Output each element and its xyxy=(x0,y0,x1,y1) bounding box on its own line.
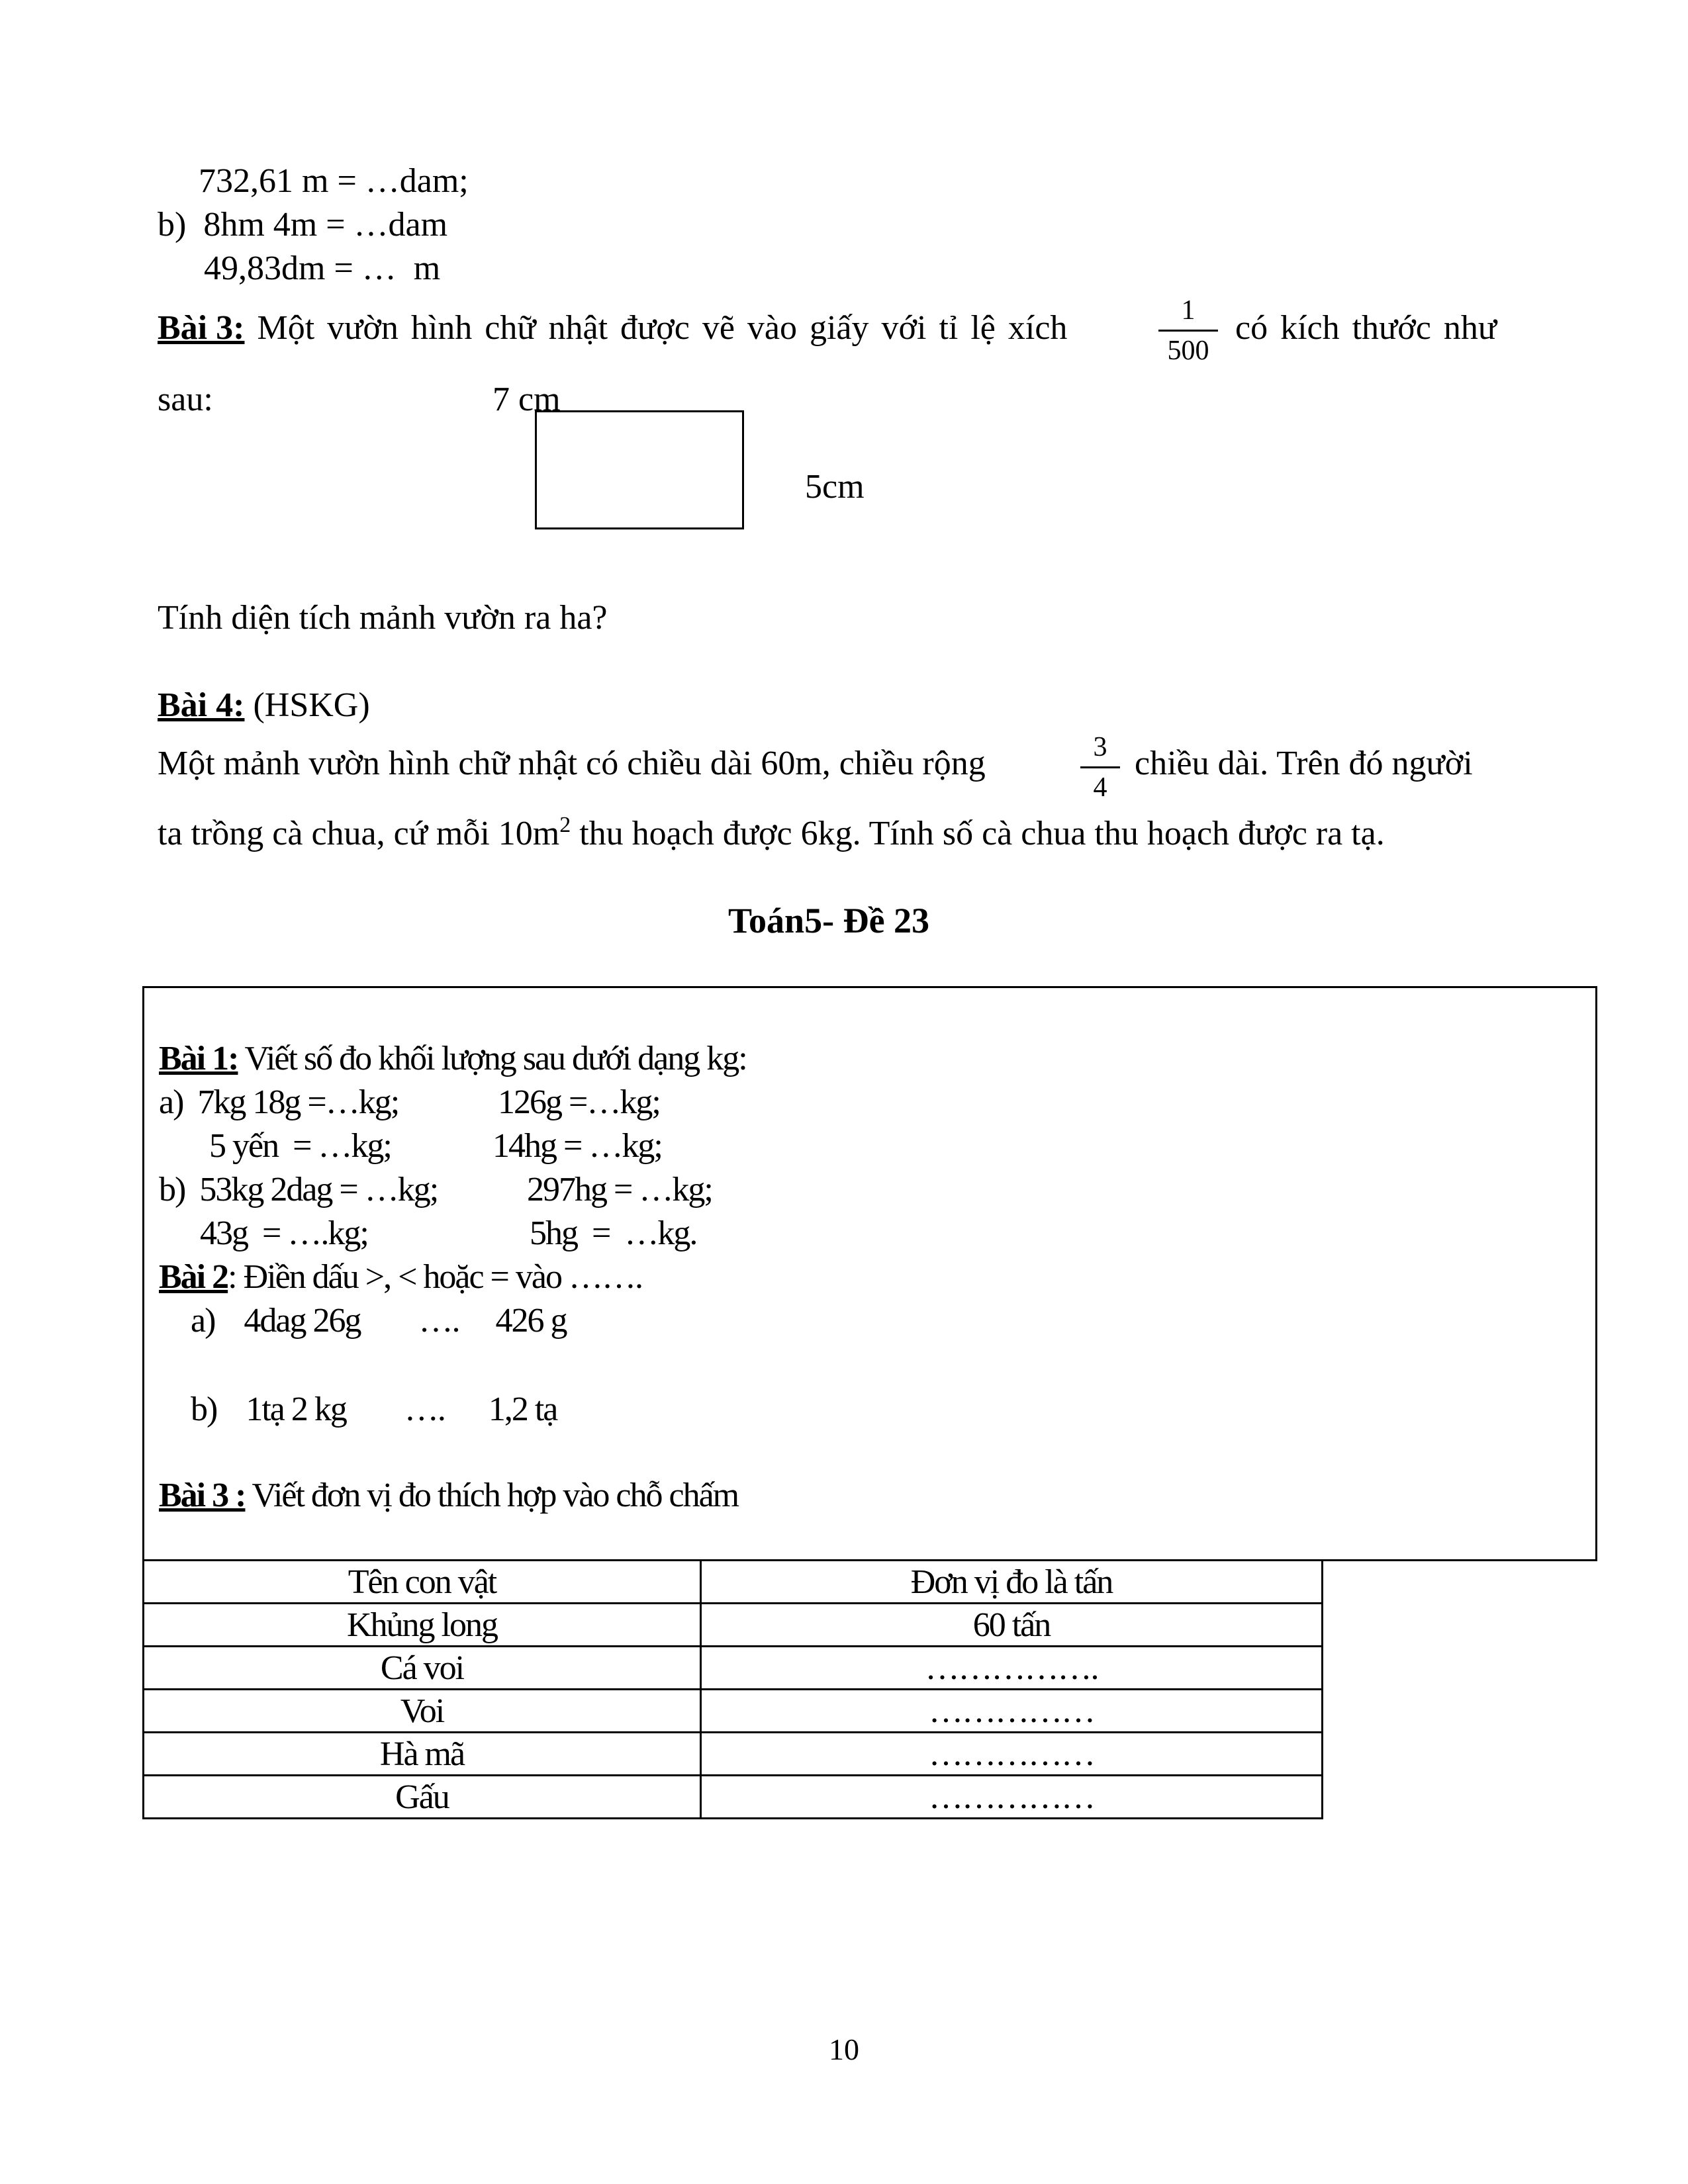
width-fraction-numerator: 3 xyxy=(1093,732,1107,762)
animal-weight-table xyxy=(142,1559,1323,1819)
garden-width-label: 7 cm xyxy=(492,381,561,418)
table-row xyxy=(144,1733,1323,1776)
conversion-line-2: b) 8hm 4m = …dam xyxy=(158,206,448,244)
conversion-line-3: 49,83dm = … m xyxy=(204,250,441,287)
bai3-prev-label: Bài 3: xyxy=(158,309,245,347)
bai4-prev-line2-before: ta trồng cà chua, cứ mỗi 10m xyxy=(158,815,560,852)
table-cell-weight: …………… xyxy=(701,1733,1323,1776)
bai1-row4-a: 43g = ….kg; xyxy=(200,1214,368,1252)
bai3-prev-text-after: có kích thước như xyxy=(1235,309,1497,347)
table-header-cell: Đơn vị đo là tấn xyxy=(701,1561,1323,1604)
bai1-row3-b: 297hg = …kg; xyxy=(527,1171,712,1208)
table-cell-animal: Voi xyxy=(144,1690,701,1733)
fraction-bar xyxy=(1158,330,1218,332)
table-cell-weight: …………… xyxy=(701,1776,1323,1819)
bai4-prev-title xyxy=(158,688,370,723)
bai1-row1-b: 126g =…kg; xyxy=(498,1083,660,1121)
table-cell-weight: ……………. xyxy=(701,1647,1323,1690)
bai3-text: Viết đơn vị đo thích hợp vào chỗ chấm xyxy=(245,1477,739,1514)
scale-fraction-numerator: 1 xyxy=(1181,295,1196,326)
bai2-part-b: b) 1tạ 2 kg …. 1,2 tạ xyxy=(191,1390,557,1428)
bai3-prev-line xyxy=(158,311,1067,345)
table-cell-weight: 60 tấn xyxy=(701,1604,1323,1647)
bai2-part-a: a) 4dag 26g …. 426 g xyxy=(191,1302,567,1340)
page-number: 10 xyxy=(829,2032,859,2066)
table-cell-animal: Cá voi xyxy=(144,1647,701,1690)
bai2-text: : Điền dấu >, < hoặc = vào ……. xyxy=(228,1258,642,1296)
bai1-row2-b: 14hg = …kg; xyxy=(492,1127,662,1165)
table-header-cell: Tên con vật xyxy=(144,1561,701,1604)
width-fraction-denominator: 4 xyxy=(1093,772,1107,803)
table-cell-animal: Hà mã xyxy=(144,1733,701,1776)
scale-fraction-denominator: 500 xyxy=(1167,336,1209,366)
garden-height-label: 5cm xyxy=(805,468,865,506)
fraction-bar xyxy=(1080,766,1120,768)
bai1-row4-b: 5hg = …kg. xyxy=(530,1214,697,1252)
bai4-prev-label: Bài 4: xyxy=(158,686,245,724)
table-row xyxy=(144,1690,1323,1733)
bai1-row3-a: b) 53kg 2dag = …kg; xyxy=(159,1171,438,1208)
bai4-prev-line1-after: chiều dài. Trên đó người xyxy=(1135,745,1473,782)
bai1-row2-a: 5 yến = …kg; xyxy=(209,1127,391,1165)
scale-fraction xyxy=(1158,296,1218,365)
table-cell-weight: …………… xyxy=(701,1690,1323,1733)
bai3-prev-sau: sau: xyxy=(158,381,213,418)
table-cell-animal: Gấu xyxy=(144,1776,701,1819)
bai4-prev-tag: (HSKG) xyxy=(244,686,370,724)
table-header-row xyxy=(144,1561,1323,1604)
bai2-label: Bài 2 xyxy=(159,1258,228,1296)
bai1-label: Bài 1: xyxy=(159,1040,238,1077)
bai1-text: Viết số đo khối lượng sau dưới dạng kg: xyxy=(238,1040,747,1077)
bai3-label: Bài 3 : xyxy=(159,1477,246,1514)
bai1-row1-a: a) 7kg 18g =…kg; xyxy=(159,1083,399,1121)
bai1-line xyxy=(159,1042,747,1076)
exam-heading: Toán5- Đề 23 xyxy=(728,901,930,940)
bai4-prev-line1-before: Một mảnh vườn hình chữ nhật có chiều dài 60m, chiều rộng xyxy=(158,745,986,782)
garden-rectangle xyxy=(535,410,744,529)
bai4-prev-line2-after: thu hoạch được 6kg. Tính số cà chua thu hoạch được ra tạ. xyxy=(571,815,1385,852)
conversion-line-1: 732,61 m = …dam; xyxy=(199,162,469,200)
bai3-prev-question: Tính diện tích mảnh vườn ra ha? xyxy=(158,599,608,637)
bai4-prev-line2 xyxy=(158,813,1385,852)
bai3-line xyxy=(159,1479,738,1513)
table-row xyxy=(144,1647,1323,1690)
table-cell-animal: Khủng long xyxy=(144,1604,701,1647)
table-row xyxy=(144,1776,1323,1819)
bai2-line xyxy=(159,1260,642,1295)
table-row xyxy=(144,1604,1323,1647)
bai3-prev-text: Một vườn hình chữ nhật được vẽ vào giấy với tỉ lệ xích xyxy=(244,309,1068,347)
squared-exponent: 2 xyxy=(559,813,571,837)
width-fraction xyxy=(1080,733,1120,801)
